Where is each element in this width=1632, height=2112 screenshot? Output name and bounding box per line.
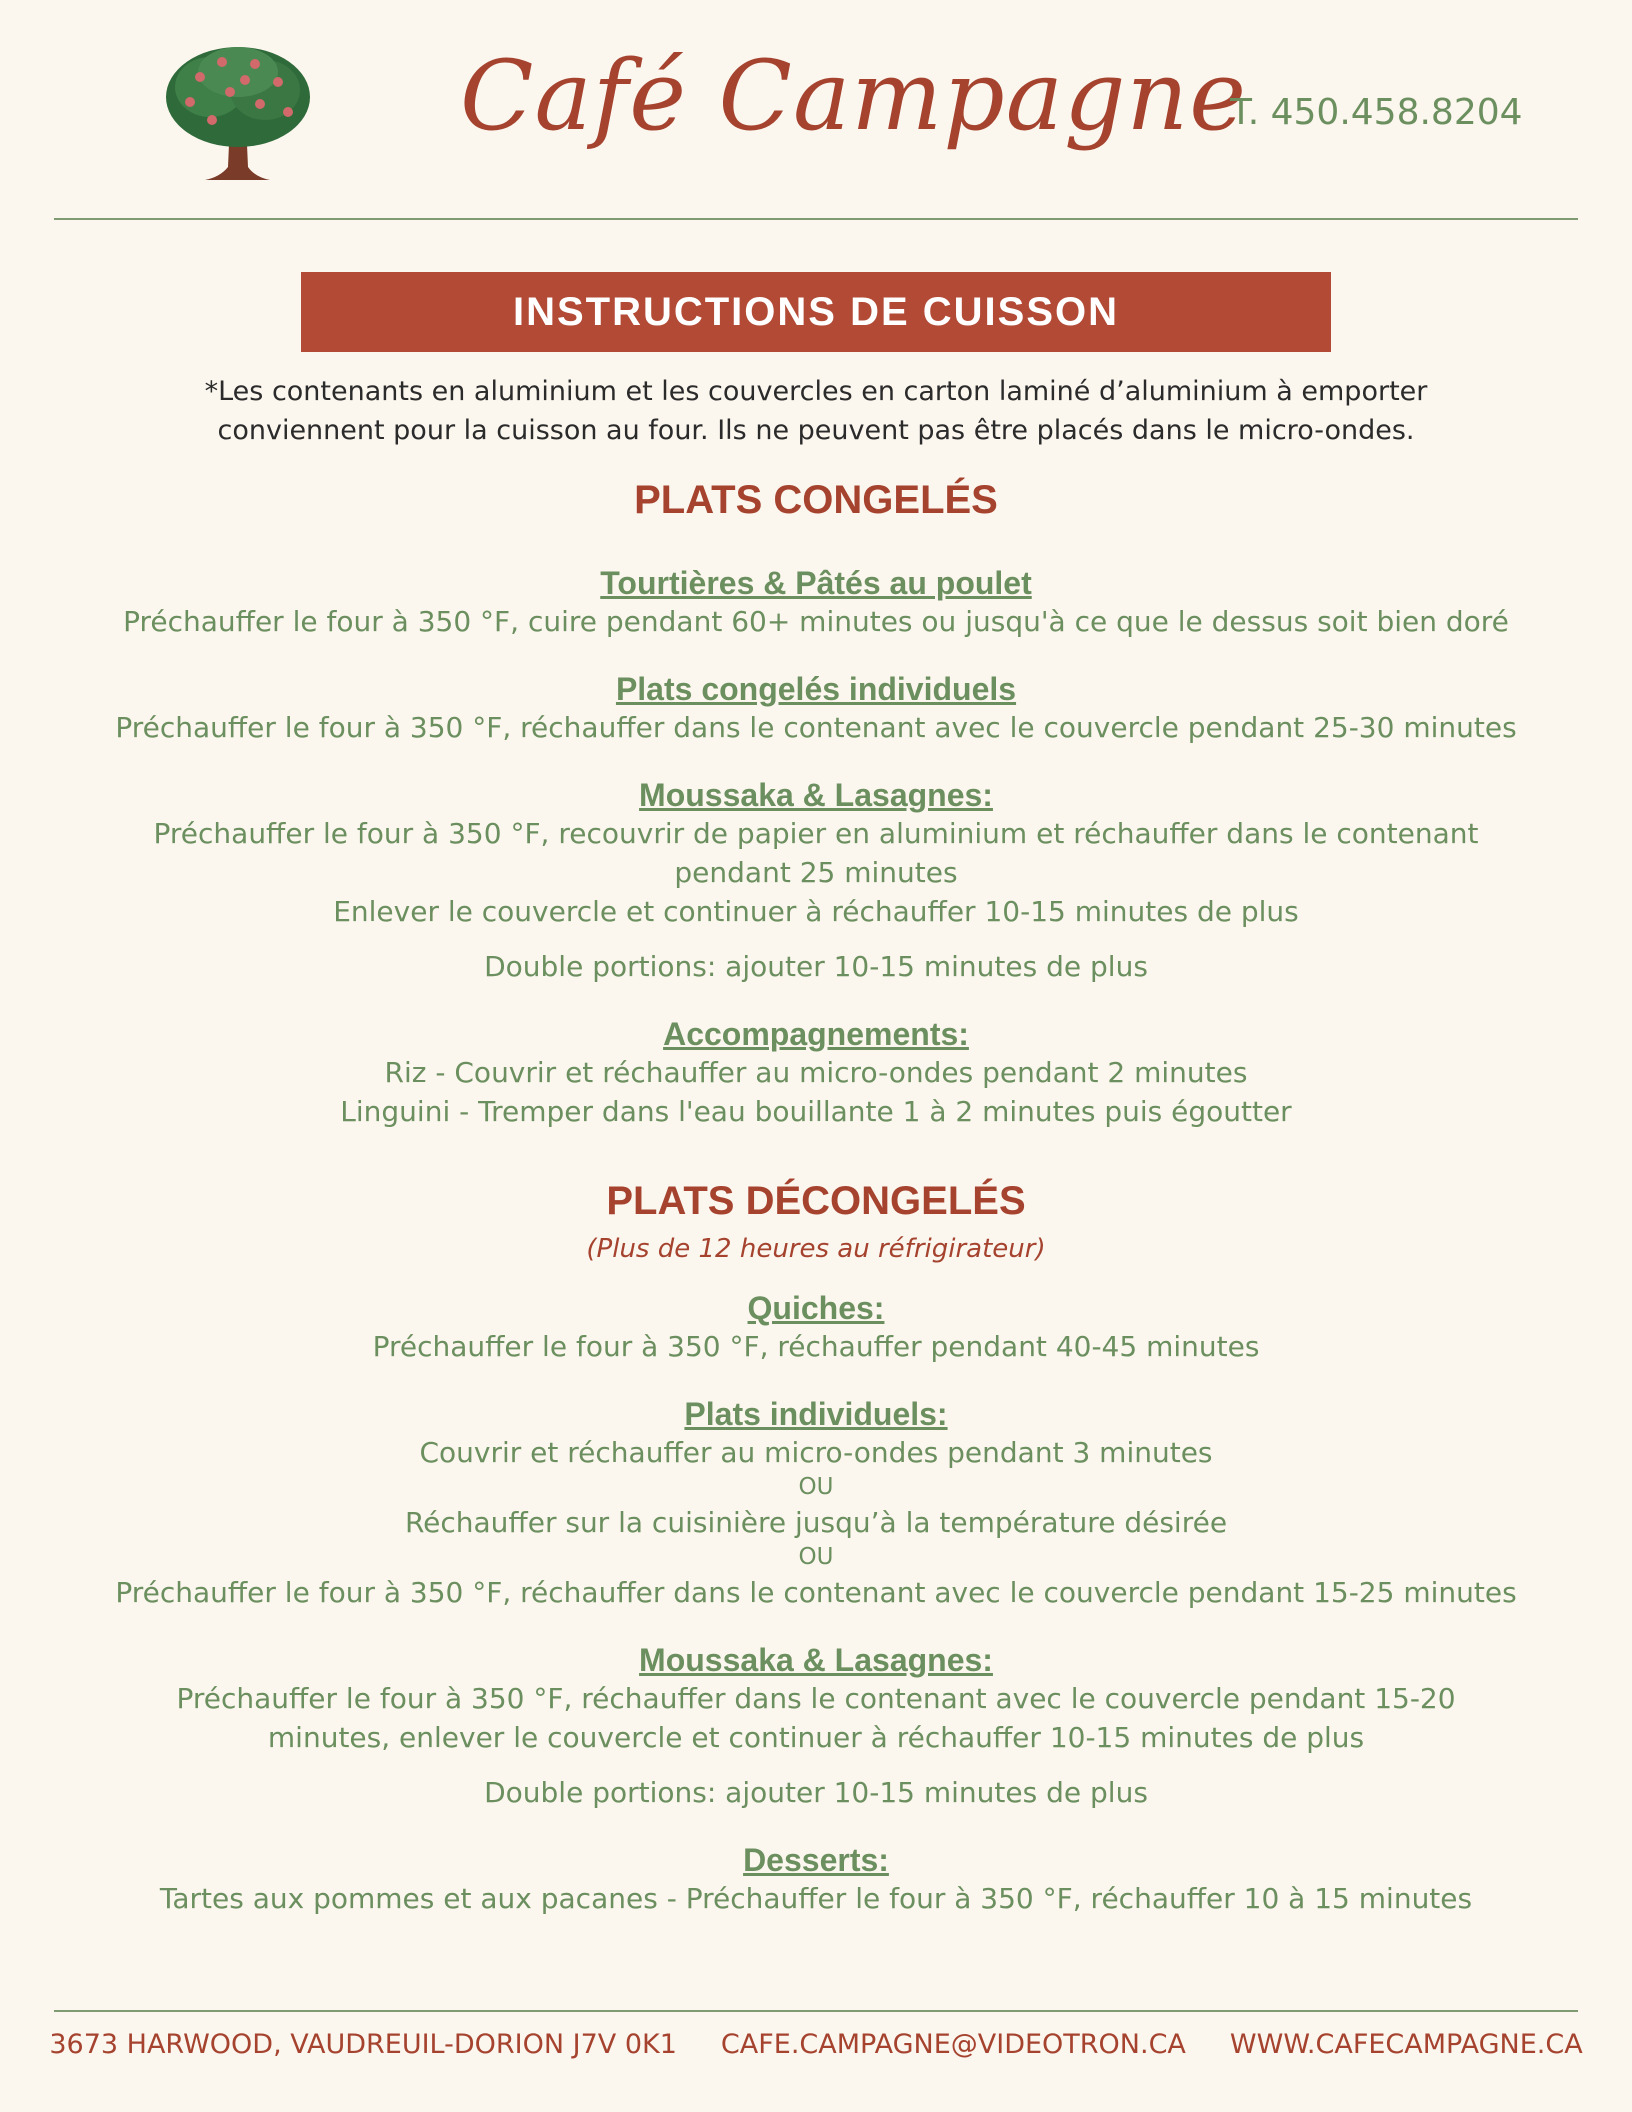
- instruction-line: pendant 25 minutes: [674, 856, 958, 889]
- header-divider: [54, 218, 1578, 220]
- instruction-block: [54, 1016, 1578, 1131]
- instruction-extra: Double portions: ajouter 10-15 minutes de plus: [484, 1776, 1148, 1809]
- instruction-block: [54, 1642, 1578, 1812]
- instruction-block: [54, 671, 1578, 747]
- section-subtitle: (Plus de 12 heures au réfrigirateur): [586, 1234, 1046, 1264]
- instruction-line: Linguini - Tremper dans l'eau bouillante 1 à 2 minutes puis égoutter: [340, 1095, 1292, 1128]
- or-separator: OU: [798, 1474, 834, 1500]
- instruction-line: Préchauffer le four à 350 °F, réchauffer dans le contenant avec le couvercle pendant 25-30 minutes: [115, 711, 1517, 744]
- phone-number: T. 450.458.8204: [1230, 92, 1523, 133]
- instruction-title: Tourtières & Pâtés au poulet: [600, 565, 1032, 601]
- instruction-line: Préchauffer le four à 350 °F, réchauffer dans le contenant avec le couvercle pendant 15-20: [176, 1682, 1456, 1715]
- instruction-block: [54, 565, 1578, 641]
- instruction-line: Préchauffer le four à 350 °F, réchauffer pendant 40-45 minutes: [372, 1330, 1260, 1363]
- instruction-title: Plats individuels:: [684, 1396, 948, 1432]
- section-title-frozen: PLATS CONGELÉS: [634, 478, 998, 522]
- instruction-line: Riz - Couvrir et réchauffer au micro-ondes pendant 2 minutes: [384, 1056, 1248, 1089]
- or-separator: OU: [798, 1544, 834, 1570]
- instruction-block: [54, 1396, 1578, 1612]
- instruction-line: Couvrir et réchauffer au micro-ondes pendant 3 minutes: [419, 1436, 1213, 1469]
- instruction-title: Moussaka & Lasagnes:: [639, 1642, 993, 1678]
- instruction-title: Quiches:: [747, 1290, 885, 1326]
- footer-address: 3673 HARWOOD, VAUDREUIL-DORION J7V 0K1: [49, 2028, 677, 2060]
- instruction-title: Moussaka & Lasagnes:: [639, 777, 993, 813]
- footer-email-link[interactable]: CAFE.CAMPAGNE@VIDEOTRON.CA: [720, 2028, 1186, 2060]
- tree-logo-icon: [160, 42, 315, 187]
- footer-website-link[interactable]: WWW.CAFECAMPAGNE.CA: [1229, 2028, 1583, 2060]
- note-line: *Les contenants en aluminium et les couvercles en carton laminé d’aluminium à emporter: [204, 376, 1428, 407]
- footer-divider: [54, 2010, 1578, 2012]
- instructions-content: [54, 478, 1578, 1918]
- instruction-title: Plats congelés individuels: [615, 671, 1017, 707]
- instruction-block: [54, 1842, 1578, 1918]
- instruction-line: Préchauffer le four à 350 °F, recouvrir de papier en aluminium et réchauffer dans le contenant: [153, 817, 1479, 850]
- instruction-extra: Double portions: ajouter 10-15 minutes de plus: [484, 950, 1148, 983]
- instruction-line: minutes, enlever le couvercle et continuer à réchauffer 10-15 minutes de plus: [267, 1721, 1365, 1754]
- page-title-banner: INSTRUCTIONS DE CUISSON: [301, 272, 1331, 352]
- instruction-title: Accompagnements:: [663, 1016, 969, 1052]
- section-title-thawed: PLATS DÉCONGELÉS: [606, 1179, 1026, 1223]
- instruction-line: Réchauffer sur la cuisinière jusqu’à la température désirée: [404, 1506, 1228, 1539]
- instruction-line: Enlever le couvercle et continuer à réchauffer 10-15 minutes de plus: [333, 895, 1299, 928]
- brand-logo: Café Campagne: [460, 40, 1248, 152]
- header: [0, 0, 1632, 220]
- instruction-line: Préchauffer le four à 350 °F, réchauffer dans le contenant avec le couvercle pendant 15-25 minutes: [115, 1576, 1517, 1609]
- instruction-block: [54, 777, 1578, 986]
- instruction-title: Desserts:: [743, 1842, 889, 1878]
- instruction-block: [54, 1290, 1578, 1366]
- footer: [49, 2022, 1583, 2066]
- instruction-line: Tartes aux pommes et aux pacanes - Préchauffer le four à 350 °F, réchauffer 10 à 15 minutes: [159, 1882, 1473, 1915]
- container-note: [160, 372, 1472, 450]
- instruction-line: Préchauffer le four à 350 °F, cuire pendant 60+ minutes ou jusqu'à ce que le dessus soit bien doré: [123, 605, 1509, 638]
- note-line: conviennent pour la cuisson au four. Ils ne peuvent pas être placés dans le micro-ondes.: [217, 415, 1415, 446]
